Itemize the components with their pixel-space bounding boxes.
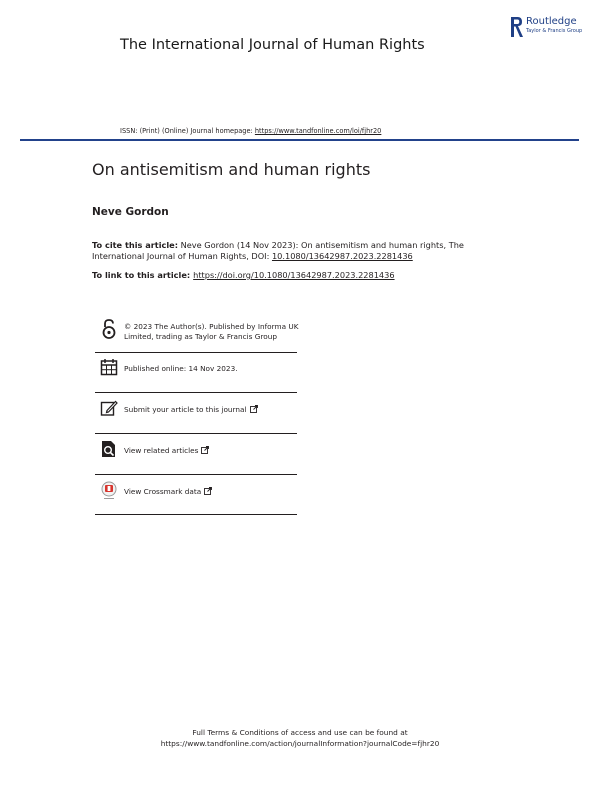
submit-article-link[interactable] xyxy=(124,405,258,415)
related-articles-icon xyxy=(100,440,118,458)
related-articles-link[interactable] xyxy=(124,446,209,456)
external-link-icon xyxy=(250,405,258,413)
article-link-block xyxy=(92,270,395,280)
open-access-icon xyxy=(100,318,118,340)
article-link-label: To link to this article: xyxy=(92,270,191,280)
calendar-icon xyxy=(100,358,118,376)
related-articles-label: View related articles xyxy=(124,446,199,455)
external-link-icon xyxy=(204,487,212,495)
publisher-logo xyxy=(510,16,590,40)
footer-terms-text: Full Terms & Conditions of access and use can be found at xyxy=(192,728,408,737)
routledge-logo-icon xyxy=(510,16,524,38)
divider xyxy=(95,514,297,515)
citation-block xyxy=(92,240,492,262)
journal-title: The International Journal of Human Rights xyxy=(120,37,425,53)
article-author: Neve Gordon xyxy=(92,206,169,218)
published-text: Published online: 14 Nov 2023. xyxy=(124,364,238,373)
related-row[interactable] xyxy=(95,440,297,462)
issn-line xyxy=(120,127,381,135)
crossmark-row[interactable] xyxy=(95,481,297,505)
crossmark-label: View Crossmark data xyxy=(124,487,202,496)
publisher-name: Routledge xyxy=(526,16,577,27)
crossmark-link[interactable] xyxy=(124,487,212,497)
published-row xyxy=(95,358,297,378)
article-doi-link[interactable]: https://doi.org/10.1080/13642987.2023.2281436 xyxy=(193,270,395,280)
citation-doi-link[interactable]: 10.1080/13642987.2023.2281436 xyxy=(271,251,413,261)
divider xyxy=(95,433,297,434)
crossmark-icon xyxy=(100,481,118,501)
divider xyxy=(95,392,297,393)
publisher-tagline: Taylor & Francis Group xyxy=(526,28,583,34)
journal-homepage-link[interactable]: https://www.tandfonline.com/loi/fjhr20 xyxy=(254,127,382,135)
article-title: On antisemitism and human rights xyxy=(92,160,371,179)
license-row xyxy=(95,318,297,354)
citation-text: Neve Gordon (14 Nov 2023): On antisemitism and human rights, The International Journal of Human Rights, DOI: xyxy=(92,240,464,261)
header-rule xyxy=(20,139,579,141)
submit-row[interactable] xyxy=(95,399,297,421)
external-link-icon xyxy=(201,446,209,454)
citation-label: To cite this article: xyxy=(92,240,178,250)
divider xyxy=(95,474,297,475)
divider xyxy=(95,352,297,353)
submit-article-label: Submit your article to this journal xyxy=(124,405,247,414)
edit-icon xyxy=(100,399,118,417)
issn-label: ISSN: (Print) (Online) Journal homepage: xyxy=(120,127,255,135)
license-text: © 2023 The Author(s). Published by Informa UK Limited, trading as Taylor & Francis Group xyxy=(124,322,299,341)
footer xyxy=(0,727,600,749)
footer-journal-info-link[interactable]: https://www.tandfonline.com/action/journalInformation?journalCode=fjhr20 xyxy=(160,739,440,748)
